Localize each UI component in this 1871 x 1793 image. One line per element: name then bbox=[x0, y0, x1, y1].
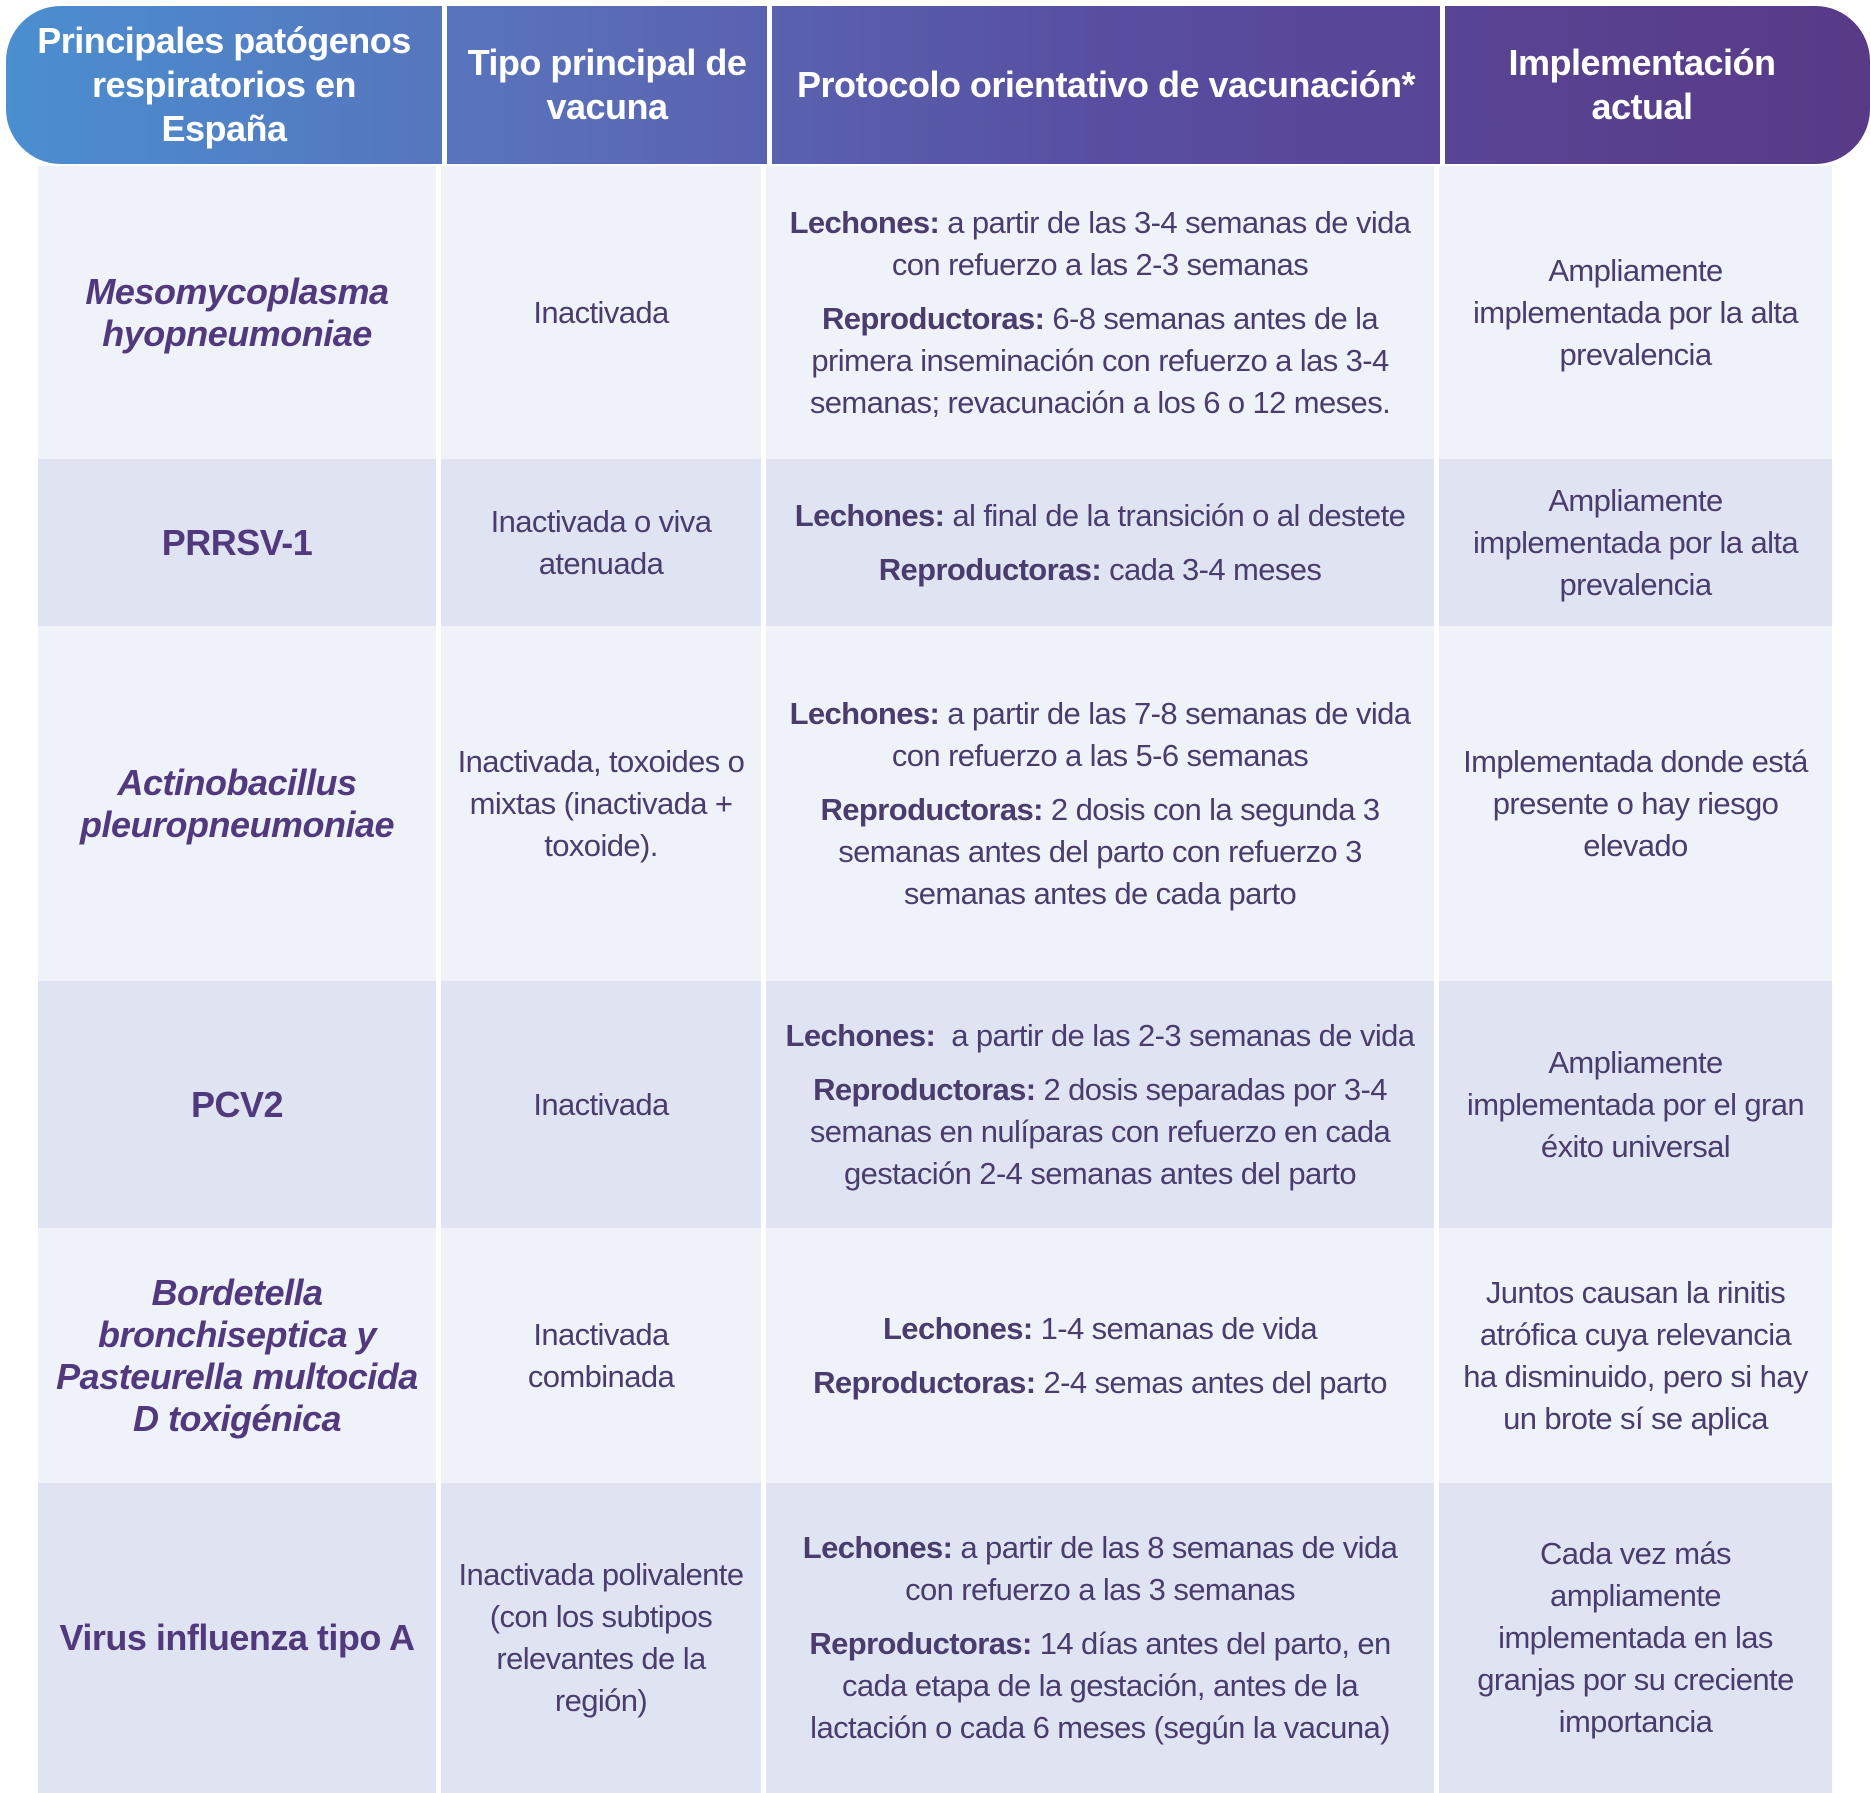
pathogen-cell bbox=[38, 1483, 436, 1793]
protocol-label: Reproductoras: bbox=[820, 791, 1043, 827]
protocol-line bbox=[786, 1015, 1415, 1057]
vaccine-type: Inactivada polivalente (con los subtipos relevantes de la región) bbox=[458, 1557, 744, 1718]
protocol-cell bbox=[766, 1483, 1434, 1793]
vaccine-type: Inactivada combinada bbox=[527, 1316, 675, 1394]
protocol-line bbox=[782, 298, 1418, 424]
protocol-cell bbox=[766, 981, 1434, 1228]
table-row bbox=[38, 981, 1832, 1228]
protocol-label: Lechones: bbox=[789, 695, 940, 731]
protocol-label: Lechones: bbox=[789, 204, 940, 240]
implementation-text: Ampliamente implementada por la alta prevalencia bbox=[1472, 252, 1799, 372]
protocol-cell bbox=[766, 166, 1434, 459]
protocol-line bbox=[782, 202, 1418, 286]
pathogen-name: PCV2 bbox=[190, 1083, 284, 1125]
vaccine-type: Inactivada bbox=[533, 1086, 669, 1122]
protocol-label: Lechones: bbox=[794, 497, 945, 533]
implementation-text: Implementada donde está presente o hay riesgo elevado bbox=[1463, 743, 1808, 863]
implementation-cell bbox=[1439, 1228, 1832, 1483]
header-vaccine-type: Tipo principal de vacuna bbox=[467, 42, 747, 127]
table-row bbox=[38, 1228, 1832, 1483]
pathogen-name: Mesomycoplasma hyopneumoniae bbox=[85, 270, 389, 354]
vaccine-type: Inactivada, toxoides o mixtas (inactivada + toxoide). bbox=[457, 743, 745, 863]
vaccine-type-cell bbox=[441, 1228, 761, 1483]
protocol-cell bbox=[766, 626, 1434, 981]
pathogen-name: Bordetella bronchiseptica y Pasteurella multocida D toxigénica bbox=[56, 1271, 418, 1439]
protocol-text: cada 3-4 meses bbox=[1101, 551, 1322, 587]
protocol-text: 1-4 semanas de vida bbox=[1032, 1310, 1318, 1346]
protocol-text: a partir de las 8 semanas de vida con refuerzo a las 3 semanas bbox=[905, 1530, 1406, 1607]
vaccine-type-cell bbox=[441, 1483, 761, 1793]
header-pathogens: Principales patógenos respiratorios en España bbox=[37, 20, 411, 149]
protocol-text: 6-8 semanas antes de la primera inseminación con refuerzo a las 3-4 semanas; revacunación a los 6 o 12 meses. bbox=[809, 300, 1397, 420]
vaccine-type: Inactivada o viva atenuada bbox=[490, 503, 712, 581]
protocol-text: a partir de las 3-4 semanas de vida con refuerzo a las 2-3 semanas bbox=[891, 204, 1419, 282]
pathogen-cell bbox=[38, 166, 436, 459]
protocol-cell bbox=[766, 459, 1434, 626]
protocol-label: Reproductoras: bbox=[821, 300, 1045, 336]
header-implementation: Implementación actual bbox=[1508, 42, 1776, 127]
pathogen-cell bbox=[38, 626, 436, 981]
implementation-cell bbox=[1439, 166, 1832, 459]
table-row bbox=[38, 1483, 1832, 1793]
protocol-text: 14 días antes del parto, en cada etapa de la gestación, antes de la lactación o cada 6 meses (según la vacuna) bbox=[810, 1626, 1399, 1745]
implementation-cell bbox=[1439, 981, 1832, 1228]
protocol-label: Lechones: bbox=[882, 1310, 1033, 1346]
protocol-line bbox=[782, 693, 1418, 777]
vaccine-type-cell bbox=[441, 626, 761, 981]
implementation-cell bbox=[1439, 459, 1832, 626]
implementation-text: Juntos causan la rinitis atrófica cuya relevancia ha disminuido, pero si hay un brote sí se aplica bbox=[1463, 1274, 1808, 1436]
vaccine-type-cell bbox=[441, 981, 761, 1228]
implementation-text: Ampliamente implementada por el gran éxito universal bbox=[1466, 1044, 1805, 1164]
protocol-line bbox=[782, 1623, 1418, 1749]
implementation-text: Cada vez más ampliamente implementada en las granjas por su creciente importancia bbox=[1477, 1536, 1794, 1739]
protocol-line bbox=[782, 789, 1418, 915]
pathogen-cell bbox=[38, 981, 436, 1228]
protocol-line bbox=[879, 549, 1322, 591]
pathogen-name: Virus influenza tipo A bbox=[59, 1617, 415, 1658]
pathogen-cell bbox=[38, 1228, 436, 1483]
protocol-text: a partir de las 2-3 semanas de vida bbox=[935, 1017, 1415, 1053]
table-header bbox=[6, 6, 1870, 164]
protocol-label: Reproductoras: bbox=[809, 1626, 1032, 1661]
header-protocol: Protocolo orientativo de vacunación* bbox=[796, 64, 1416, 105]
protocol-line bbox=[782, 1069, 1418, 1195]
protocol-label: Reproductoras: bbox=[813, 1071, 1036, 1107]
pathogen-name: PRRSV-1 bbox=[161, 521, 313, 563]
protocol-label: Reproductoras: bbox=[878, 551, 1102, 587]
protocol-text: 2 dosis separadas por 3-4 semanas en nulíparas con refuerzo en cada gestación 2-4 semanas antes del parto bbox=[809, 1071, 1399, 1191]
protocol-text: 2-4 semas antes del parto bbox=[1035, 1364, 1387, 1400]
protocol-line bbox=[795, 495, 1405, 537]
vaccine-type-cell bbox=[441, 166, 761, 459]
protocol-label: Reproductoras: bbox=[813, 1364, 1036, 1400]
protocol-label: Lechones: bbox=[802, 1530, 953, 1565]
protocol-text: 2 dosis con la segunda 3 semanas antes del parto con refuerzo 3 semanas antes de cada parto bbox=[838, 791, 1388, 911]
protocol-cell bbox=[766, 1228, 1434, 1483]
protocol-text: a partir de las 7-8 semanas de vida con refuerzo a las 5-6 semanas bbox=[891, 695, 1419, 773]
table-row bbox=[38, 459, 1832, 626]
protocol-text: al final de la transición o al destete bbox=[944, 497, 1406, 533]
pathogen-name: Actinobacillus pleuropneumoniae bbox=[79, 761, 395, 845]
pathogen-cell bbox=[38, 459, 436, 626]
vaccine-type-cell bbox=[441, 459, 761, 626]
implementation-cell bbox=[1439, 1483, 1832, 1793]
protocol-line bbox=[782, 1527, 1418, 1611]
implementation-text: Ampliamente implementada por la alta prevalencia bbox=[1472, 482, 1799, 602]
table-row bbox=[38, 626, 1832, 981]
protocol-line bbox=[883, 1308, 1317, 1350]
protocol-label: Lechones: bbox=[785, 1017, 936, 1053]
protocol-line bbox=[813, 1362, 1387, 1404]
implementation-cell bbox=[1439, 626, 1832, 981]
vaccine-type: Inactivada bbox=[533, 294, 669, 330]
table-row bbox=[38, 166, 1832, 459]
